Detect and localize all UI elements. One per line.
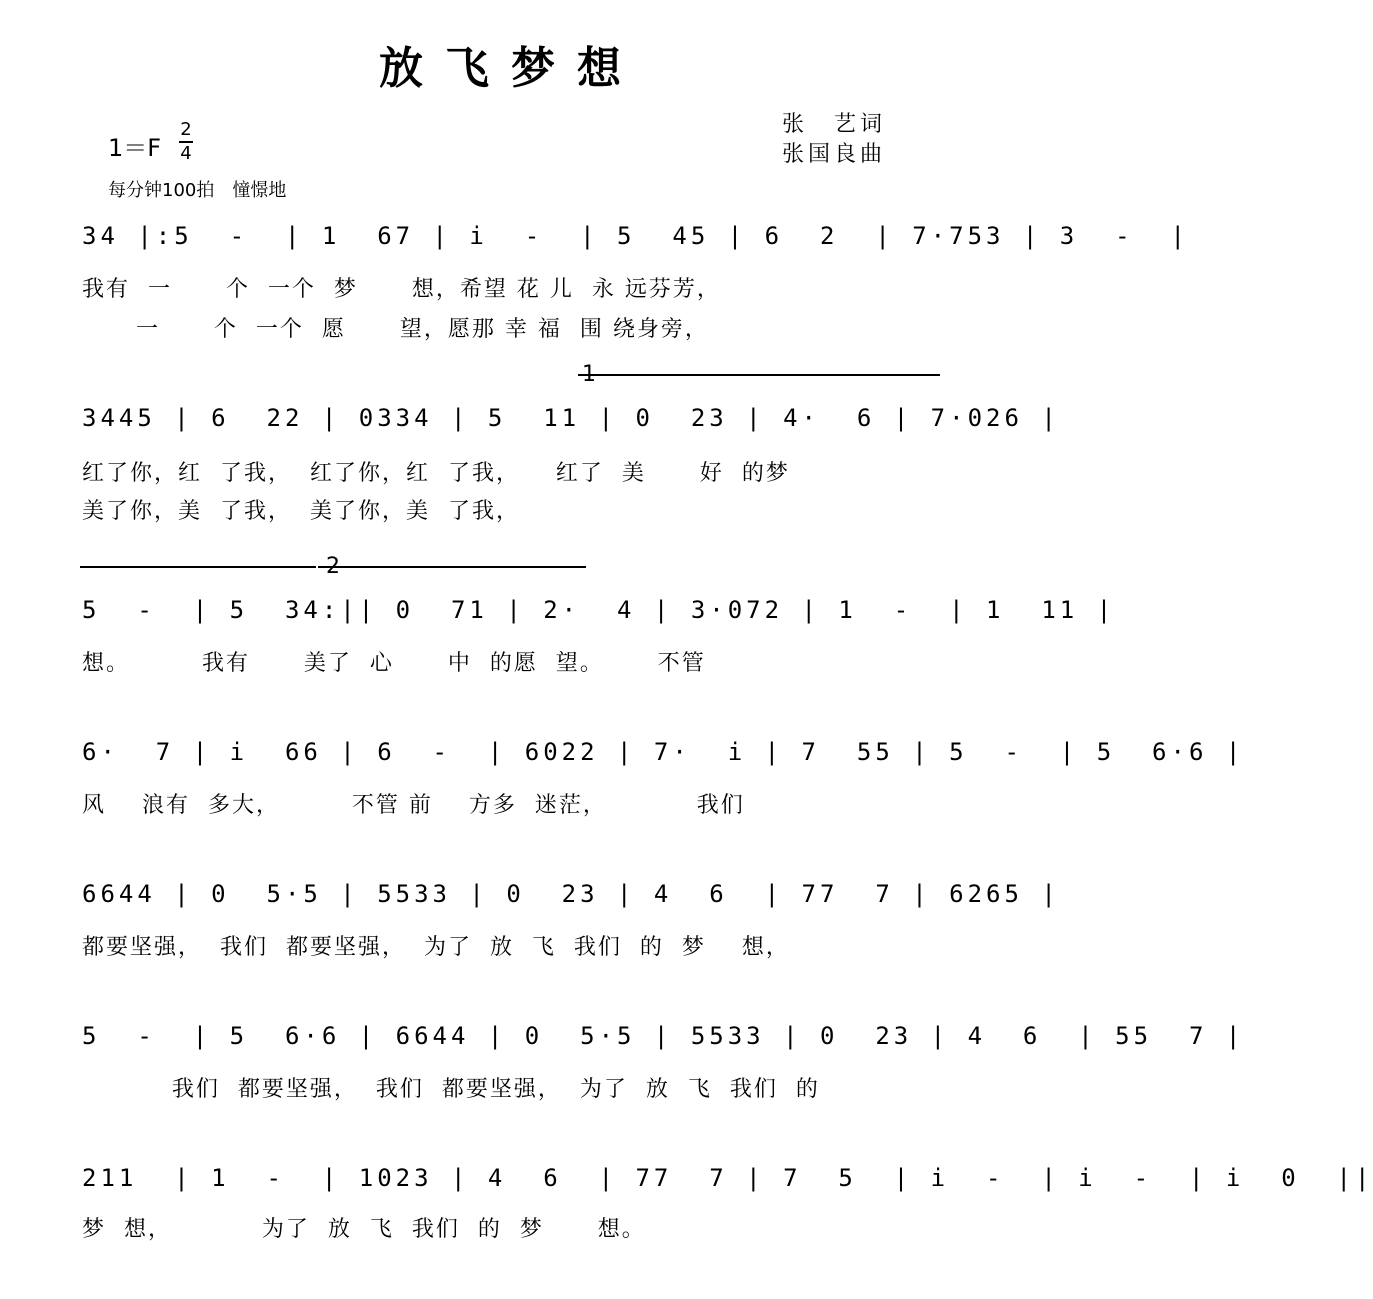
staff-line-1: 34 |:5 - | 1 67 | i - | 5 45 | 6 2 | 7·753 | 3 - | — [82, 222, 1189, 250]
volta-2-mark: 2 — [326, 554, 340, 579]
time-signature — [178, 120, 194, 164]
tempo-marking: 每分钟100拍 憧憬地 — [108, 180, 287, 201]
volta-1-bracket-continued — [80, 566, 316, 568]
staff-line-6: 5 - | 5 6·6 | 6644 | 0 5·5 | 5533 | 0 23 | 4 6 | 55 7 | — [82, 1022, 1245, 1050]
staff-line-2: 3445 | 6 22 | 0334 | 5 11 | 0 23 | 4· 6 | 7·026 | — [82, 404, 1060, 432]
lyric-line-5: 都要坚强， 我们 都要坚强， 为了 放 飞 我们 的 梦 想， — [82, 935, 790, 960]
volta-1-mark: 1 — [582, 362, 596, 387]
key-signature: 1＝F — [108, 134, 162, 162]
staff-line-4: 6· 7 | i 66 | 6 - | 6022 | 7· i | 7 55 | 5 - | 5 6·6 | — [82, 738, 1245, 766]
lyric-line-2b: 美了你，美 了我， 美了你，美 了我， — [82, 499, 520, 524]
lyric-line-7: 梦 想， 为了 放 飞 我们 的 梦 想。 — [82, 1217, 646, 1242]
time-signature-upper: 2 — [180, 119, 192, 140]
lyric-line-1b: 一 个 一个 愿 望，愿那 幸 福 围 绕身旁， — [82, 317, 709, 342]
composer: 张国良曲 — [782, 142, 887, 167]
lyric-line-6: 我们 都要坚强， 我们 都要坚强， 为了 放 飞 我们 的 — [82, 1077, 820, 1102]
lyric-line-3: 想。 我有 美了 心 中 的愿 望。 不管 — [82, 651, 706, 676]
volta-2-bracket — [318, 566, 586, 568]
staff-line-3: 5 - | 5 34:|| 0 71 | 2· 4 | 3·072 | 1 - | 1 11 | — [82, 596, 1116, 624]
credits — [782, 110, 886, 170]
volta-1-bracket — [578, 374, 940, 376]
lyric-line-1a: 我有 一 个 一个 梦 想，希望 花 儿 永 远芬芳， — [82, 277, 721, 302]
lyric-line-2a: 红了你，红 了我， 红了你，红 了我， 红了 美 好 的梦 — [82, 461, 790, 486]
lyric-line-4: 风 浪有 多大， 不管 前 方多 迷茫， 我们 — [82, 793, 745, 818]
song-title: 放飞梦想 — [379, 43, 643, 94]
time-signature-lower: 4 — [180, 143, 192, 164]
staff-line-5: 6644 | 0 5·5 | 5533 | 0 23 | 4 6 | 77 7 | 6265 | — [82, 880, 1060, 908]
lyricist: 张 艺词 — [782, 112, 887, 137]
staff-line-7: 211 | 1 - | 1023 | 4 6 | 77 7 | 7 5 | i - | i - | i 0 || — [82, 1164, 1373, 1192]
